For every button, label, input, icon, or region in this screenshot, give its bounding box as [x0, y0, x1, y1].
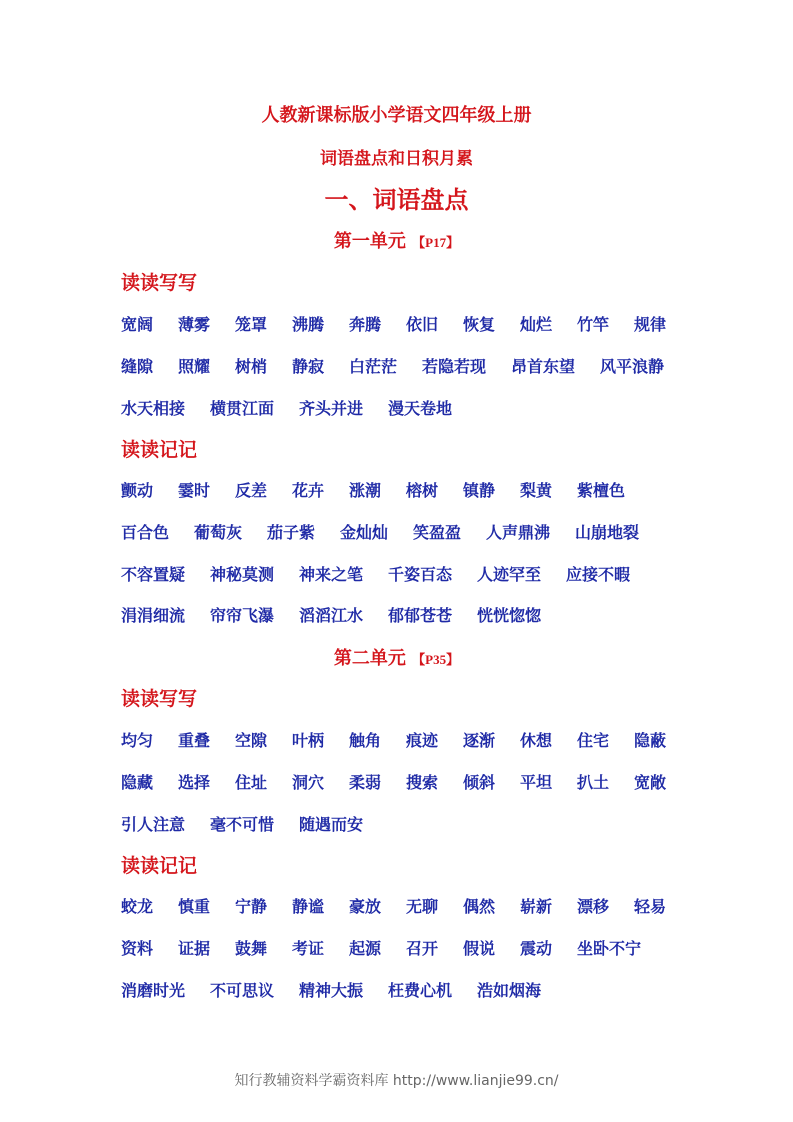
- vocab-word: 召开: [406, 939, 439, 958]
- unit-heading: [0, 230, 793, 255]
- vocab-word: 空隙: [235, 731, 268, 750]
- vocab-word: 百合色: [121, 523, 170, 542]
- vocab-word: 恍恍惚惚: [477, 606, 542, 625]
- vocab-word: 崭新: [520, 897, 553, 916]
- unit-heading: [0, 647, 793, 672]
- vocab-word: 涓涓细流: [121, 606, 186, 625]
- vocab-word: 反差: [235, 481, 268, 500]
- word-row: [121, 771, 681, 795]
- vocab-word: 神秘莫测: [210, 565, 275, 584]
- document-title: 人教新课标版小学语文四年级上册: [261, 105, 532, 126]
- vocab-word: 花卉: [292, 481, 325, 500]
- vocab-word: 人声鼎沸: [486, 523, 551, 542]
- vocab-word: 不容置疑: [121, 565, 186, 584]
- vocab-word: 鼓舞: [235, 939, 268, 958]
- vocab-word: 假说: [463, 939, 496, 958]
- vocab-word: 郁郁苍苍: [388, 606, 453, 625]
- word-row: [121, 813, 681, 837]
- vocab-word: 休想: [520, 731, 553, 750]
- vocab-word: 柔弱: [349, 773, 382, 792]
- vocab-word: 沸腾: [292, 315, 325, 334]
- vocab-word: 帘帘飞瀑: [210, 606, 275, 625]
- word-row: [121, 604, 681, 628]
- vocab-word: 薄雾: [178, 315, 211, 334]
- vocab-word: 风平浪静: [600, 357, 665, 376]
- vocab-word: 茄子紫: [267, 523, 316, 542]
- vocab-word: 考证: [292, 939, 325, 958]
- vocab-word: 镇静: [463, 481, 496, 500]
- section-heading: 读读记记: [121, 855, 198, 877]
- word-row: [121, 355, 681, 379]
- unit-name: 第二单元: [333, 648, 406, 669]
- vocab-word: 笑盈盈: [413, 523, 462, 542]
- vocab-word: 住址: [235, 773, 268, 792]
- vocab-word: 重叠: [178, 731, 211, 750]
- word-row: [121, 563, 681, 587]
- vocab-word: 人迹罕至: [477, 565, 542, 584]
- unit-page-ref: 【P17】: [412, 235, 460, 250]
- vocab-word: 齐头并进: [299, 399, 364, 418]
- vocab-word: 依旧: [406, 315, 439, 334]
- vocab-word: 震动: [520, 939, 553, 958]
- vocab-word: 逐渐: [463, 731, 496, 750]
- vocab-word: 洞穴: [292, 773, 325, 792]
- vocab-word: 山崩地裂: [575, 523, 640, 542]
- vocab-word: 均匀: [121, 731, 154, 750]
- vocab-word: 昂首东望: [511, 357, 576, 376]
- vocab-word: 灿烂: [520, 315, 553, 334]
- vocab-word: 白茫茫: [349, 357, 398, 376]
- vocab-word: 隐藏: [121, 773, 154, 792]
- vocab-word: 叶柄: [292, 731, 325, 750]
- vocab-word: 缝隙: [121, 357, 154, 376]
- vocab-word: 漂移: [577, 897, 610, 916]
- word-row: [121, 313, 681, 337]
- vocab-word: 平坦: [520, 773, 553, 792]
- vocab-word: 隐蔽: [634, 731, 667, 750]
- unit-page-ref: 【P35】: [412, 652, 460, 667]
- vocab-word: 轻易: [634, 897, 667, 916]
- vocab-word: 偶然: [463, 897, 496, 916]
- vocab-word: 漫天卷地: [388, 399, 453, 418]
- vocab-word: 金灿灿: [340, 523, 389, 542]
- word-row: [121, 895, 681, 919]
- vocab-word: 毫不可惜: [210, 815, 275, 834]
- vocab-word: 竹竿: [577, 315, 610, 334]
- vocab-word: 水天相接: [121, 399, 186, 418]
- vocab-word: 应接不暇: [566, 565, 631, 584]
- vocab-word: 榕树: [406, 481, 439, 500]
- vocab-word: 随遇而安: [299, 815, 364, 834]
- vocab-word: 蛟龙: [121, 897, 154, 916]
- vocab-word: 静寂: [292, 357, 325, 376]
- vocab-word: 宁静: [235, 897, 268, 916]
- vocab-word: 奔腾: [349, 315, 382, 334]
- vocab-word: 触角: [349, 731, 382, 750]
- vocab-word: 资料: [121, 939, 154, 958]
- vocab-word: 紫檀色: [577, 481, 626, 500]
- vocab-word: 千姿百态: [388, 565, 453, 584]
- vocab-word: 涨潮: [349, 481, 382, 500]
- vocab-word: 照耀: [178, 357, 211, 376]
- word-row: [121, 397, 681, 421]
- vocab-word: 霎时: [178, 481, 211, 500]
- section-title: 一、词语盘点: [324, 185, 469, 214]
- vocab-word: 树梢: [235, 357, 268, 376]
- section-heading: 读读写写: [121, 688, 198, 710]
- vocab-word: 神来之笔: [299, 565, 364, 584]
- word-row: [121, 521, 681, 545]
- word-row: [121, 729, 681, 753]
- vocab-word: 若隐若现: [422, 357, 487, 376]
- section-heading: 读读写写: [121, 272, 198, 294]
- vocab-word: 恢复: [463, 315, 496, 334]
- vocab-word: 精神大振: [299, 981, 364, 1000]
- vocab-word: 滔滔江水: [299, 606, 364, 625]
- document-subtitle: 词语盘点和日积月累: [320, 149, 473, 169]
- vocab-word: 规律: [634, 315, 667, 334]
- vocab-word: 起源: [349, 939, 382, 958]
- vocab-word: 引人注意: [121, 815, 186, 834]
- word-row: [121, 979, 681, 1003]
- vocab-word: 搜索: [406, 773, 439, 792]
- word-row: [121, 937, 681, 961]
- vocab-word: 倾斜: [463, 773, 496, 792]
- vocab-word: 痕迹: [406, 731, 439, 750]
- vocab-word: 梨黄: [520, 481, 553, 500]
- vocab-word: 静谧: [292, 897, 325, 916]
- section-heading: 读读记记: [121, 439, 198, 461]
- vocab-word: 宽敞: [634, 773, 667, 792]
- unit-name: 第一单元: [333, 231, 406, 252]
- vocab-word: 浩如烟海: [477, 981, 542, 1000]
- vocab-word: 横贯江面: [210, 399, 275, 418]
- vocab-word: 证据: [178, 939, 211, 958]
- footer-watermark: 知行教辅资料学霸资料库 http://www.lianjie99.cn/: [234, 1073, 559, 1089]
- vocab-word: 不可思议: [210, 981, 275, 1000]
- word-row: [121, 479, 681, 503]
- vocab-word: 消磨时光: [121, 981, 186, 1000]
- vocab-word: 葡萄灰: [194, 523, 243, 542]
- vocab-word: 宽阔: [121, 315, 154, 334]
- vocab-word: 坐卧不宁: [577, 939, 642, 958]
- vocab-word: 枉费心机: [388, 981, 453, 1000]
- vocab-word: 颤动: [121, 481, 154, 500]
- vocab-word: 笼罩: [235, 315, 268, 334]
- vocab-word: 选择: [178, 773, 211, 792]
- vocab-word: 无聊: [406, 897, 439, 916]
- vocab-word: 扒土: [577, 773, 610, 792]
- vocab-word: 慎重: [178, 897, 211, 916]
- vocab-word: 住宅: [577, 731, 610, 750]
- vocab-word: 豪放: [349, 897, 382, 916]
